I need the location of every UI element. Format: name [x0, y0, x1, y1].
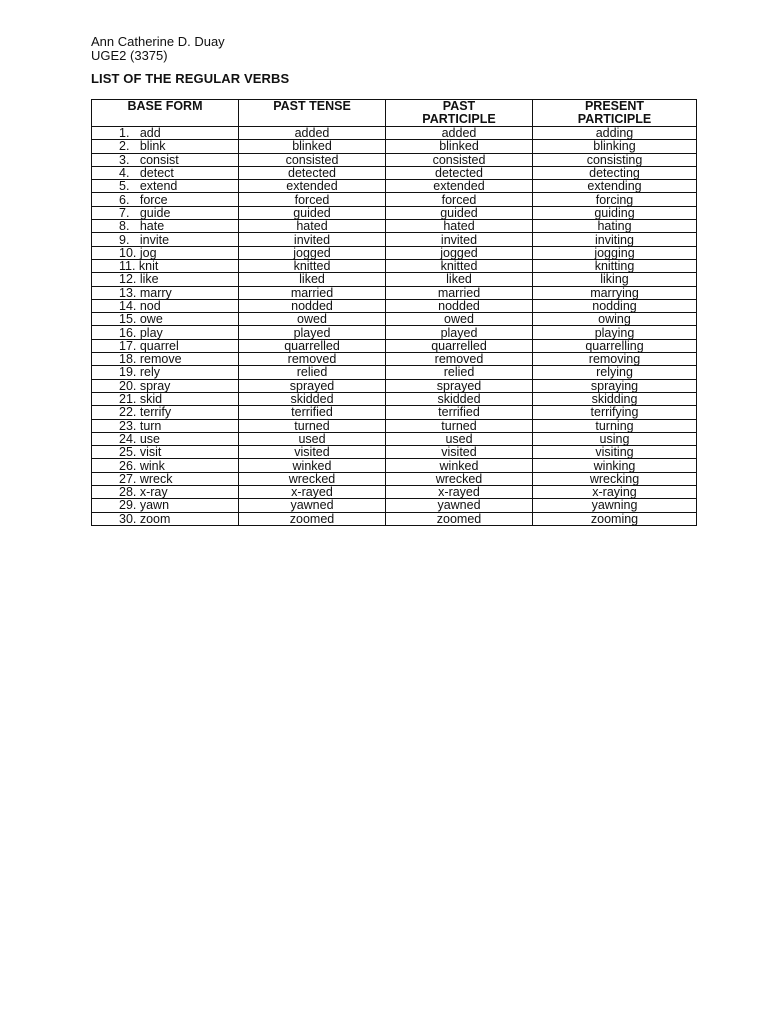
past-participle-cell: owed — [386, 313, 533, 326]
base-form-cell: 21. skid — [92, 392, 239, 405]
present-participle-cell: blinking — [533, 140, 697, 153]
past-tense-cell: hated — [239, 220, 386, 233]
present-participle-cell: relying — [533, 366, 697, 379]
base-form-cell: 29. yawn — [92, 499, 239, 512]
past-tense-cell: extended — [239, 180, 386, 193]
table-row — [92, 432, 697, 445]
table-row — [92, 299, 697, 312]
past-participle-cell: jogged — [386, 246, 533, 259]
course-code: UGE2 (3375) — [91, 48, 168, 63]
base-form-cell: 26. wink — [92, 459, 239, 472]
present-participle-cell: inviting — [533, 233, 697, 246]
present-participle-cell: using — [533, 432, 697, 445]
past-participle-cell: winked — [386, 459, 533, 472]
present-participle-cell: forcing — [533, 193, 697, 206]
present-participle-cell: turning — [533, 419, 697, 432]
base-form-cell: 24. use — [92, 432, 239, 445]
past-tense-cell: married — [239, 286, 386, 299]
past-participle-cell: married — [386, 286, 533, 299]
table-row — [92, 220, 697, 233]
past-participle-cell: turned — [386, 419, 533, 432]
past-participle-cell: blinked — [386, 140, 533, 153]
past-participle-cell: sprayed — [386, 379, 533, 392]
present-participle-cell: removing — [533, 353, 697, 366]
table-row — [92, 366, 697, 379]
past-tense-cell: nodded — [239, 299, 386, 312]
table-row — [92, 379, 697, 392]
past-tense-cell: consisted — [239, 153, 386, 166]
table-row — [92, 259, 697, 272]
present-participle-cell: visiting — [533, 446, 697, 459]
past-participle-cell: knitted — [386, 259, 533, 272]
base-form-cell: 12. like — [92, 273, 239, 286]
base-form-cell: 17. quarrel — [92, 339, 239, 352]
author-header — [91, 35, 225, 63]
past-participle-cell: played — [386, 326, 533, 339]
past-participle-cell: yawned — [386, 499, 533, 512]
table-body — [92, 127, 697, 526]
base-form-cell: 27. wreck — [92, 472, 239, 485]
past-tense-cell: x-rayed — [239, 486, 386, 499]
present-participle-cell: adding — [533, 127, 697, 140]
past-tense-cell: invited — [239, 233, 386, 246]
present-participle-cell: playing — [533, 326, 697, 339]
base-form-cell: 4. detect — [92, 166, 239, 179]
past-tense-cell: played — [239, 326, 386, 339]
past-tense-cell: jogged — [239, 246, 386, 259]
past-participle-cell: removed — [386, 353, 533, 366]
past-participle-cell: guided — [386, 206, 533, 219]
past-tense-cell: sprayed — [239, 379, 386, 392]
past-participle-cell: detected — [386, 166, 533, 179]
table-row — [92, 486, 697, 499]
header-row — [92, 100, 697, 127]
table-row — [92, 153, 697, 166]
header-past-tense: PAST TENSE — [239, 100, 386, 127]
present-participle-cell: owing — [533, 313, 697, 326]
past-participle-cell: hated — [386, 220, 533, 233]
past-participle-cell: wrecked — [386, 472, 533, 485]
present-participle-cell: detecting — [533, 166, 697, 179]
past-tense-cell: liked — [239, 273, 386, 286]
table-row — [92, 193, 697, 206]
table-row — [92, 499, 697, 512]
past-tense-cell: wrecked — [239, 472, 386, 485]
header-past-participle: PAST PARTICIPLE — [386, 100, 533, 127]
present-participle-cell: x-raying — [533, 486, 697, 499]
base-form-cell: 22. terrify — [92, 406, 239, 419]
table-row — [92, 127, 697, 140]
base-form-cell: 7. guide — [92, 206, 239, 219]
past-tense-cell: skidded — [239, 392, 386, 405]
present-participle-cell: winking — [533, 459, 697, 472]
present-participle-cell: zooming — [533, 512, 697, 525]
present-participle-cell: spraying — [533, 379, 697, 392]
present-participle-cell: nodding — [533, 299, 697, 312]
base-form-cell: 30. zoom — [92, 512, 239, 525]
base-form-cell: 11. knit — [92, 259, 239, 272]
past-tense-cell: added — [239, 127, 386, 140]
past-participle-cell: invited — [386, 233, 533, 246]
table-row — [92, 233, 697, 246]
base-form-cell: 5. extend — [92, 180, 239, 193]
past-tense-cell: yawned — [239, 499, 386, 512]
table-row — [92, 406, 697, 419]
base-form-cell: 15. owe — [92, 313, 239, 326]
base-form-cell: 9. invite — [92, 233, 239, 246]
table-row — [92, 140, 697, 153]
past-tense-cell: forced — [239, 193, 386, 206]
table-row — [92, 419, 697, 432]
table-row — [92, 180, 697, 193]
table-row — [92, 459, 697, 472]
present-participle-cell: consisting — [533, 153, 697, 166]
past-tense-cell: zoomed — [239, 512, 386, 525]
past-participle-cell: forced — [386, 193, 533, 206]
base-form-cell: 25. visit — [92, 446, 239, 459]
regular-verbs-table — [91, 99, 697, 526]
past-participle-cell: skidded — [386, 392, 533, 405]
base-form-cell: 14. nod — [92, 299, 239, 312]
table-row — [92, 166, 697, 179]
present-participle-cell: terrifying — [533, 406, 697, 419]
base-form-cell: 19. rely — [92, 366, 239, 379]
header-present-participle: PRESENT PARTICIPLE — [533, 100, 697, 127]
present-participle-cell: hating — [533, 220, 697, 233]
base-form-cell: 8. hate — [92, 220, 239, 233]
past-tense-cell: winked — [239, 459, 386, 472]
header-base-form: BASE FORM — [92, 100, 239, 127]
base-form-cell: 13. marry — [92, 286, 239, 299]
table-row — [92, 206, 697, 219]
table-row — [92, 313, 697, 326]
table-row — [92, 326, 697, 339]
present-participle-cell: quarrelling — [533, 339, 697, 352]
table-row — [92, 446, 697, 459]
present-participle-cell: extending — [533, 180, 697, 193]
base-form-cell: 16. play — [92, 326, 239, 339]
past-participle-cell: consisted — [386, 153, 533, 166]
present-participle-cell: knitting — [533, 259, 697, 272]
past-participle-cell: added — [386, 127, 533, 140]
past-participle-cell: zoomed — [386, 512, 533, 525]
table-row — [92, 392, 697, 405]
past-tense-cell: used — [239, 432, 386, 445]
past-tense-cell: quarrelled — [239, 339, 386, 352]
base-form-cell: 2. blink — [92, 140, 239, 153]
present-participle-cell: yawning — [533, 499, 697, 512]
present-participle-cell: jogging — [533, 246, 697, 259]
past-participle-cell: nodded — [386, 299, 533, 312]
present-participle-cell: liking — [533, 273, 697, 286]
base-form-cell: 3. consist — [92, 153, 239, 166]
base-form-cell: 18. remove — [92, 353, 239, 366]
past-tense-cell: detected — [239, 166, 386, 179]
document-title: LIST OF THE REGULAR VERBS — [91, 71, 290, 86]
past-participle-cell: relied — [386, 366, 533, 379]
past-participle-cell: visited — [386, 446, 533, 459]
past-tense-cell: removed — [239, 353, 386, 366]
table-header — [92, 100, 697, 127]
base-form-cell: 10. jog — [92, 246, 239, 259]
past-tense-cell: owed — [239, 313, 386, 326]
table-row — [92, 472, 697, 485]
table-row — [92, 353, 697, 366]
past-tense-cell: turned — [239, 419, 386, 432]
past-participle-cell: quarrelled — [386, 339, 533, 352]
past-participle-cell: liked — [386, 273, 533, 286]
past-tense-cell: visited — [239, 446, 386, 459]
base-form-cell: 23. turn — [92, 419, 239, 432]
table-row — [92, 512, 697, 525]
table-row — [92, 286, 697, 299]
past-tense-cell: guided — [239, 206, 386, 219]
present-participle-cell: marrying — [533, 286, 697, 299]
past-tense-cell: blinked — [239, 140, 386, 153]
base-form-cell: 20. spray — [92, 379, 239, 392]
past-tense-cell: knitted — [239, 259, 386, 272]
past-participle-cell: x-rayed — [386, 486, 533, 499]
table-row — [92, 246, 697, 259]
present-participle-cell: guiding — [533, 206, 697, 219]
table-row — [92, 339, 697, 352]
author-name: Ann Catherine D. Duay — [91, 34, 225, 49]
base-form-cell: 1. add — [92, 127, 239, 140]
past-tense-cell: relied — [239, 366, 386, 379]
present-participle-cell: skidding — [533, 392, 697, 405]
past-participle-cell: extended — [386, 180, 533, 193]
past-participle-cell: terrified — [386, 406, 533, 419]
table-row — [92, 273, 697, 286]
present-participle-cell: wrecking — [533, 472, 697, 485]
base-form-cell: 6. force — [92, 193, 239, 206]
past-tense-cell: terrified — [239, 406, 386, 419]
past-participle-cell: used — [386, 432, 533, 445]
base-form-cell: 28. x-ray — [92, 486, 239, 499]
